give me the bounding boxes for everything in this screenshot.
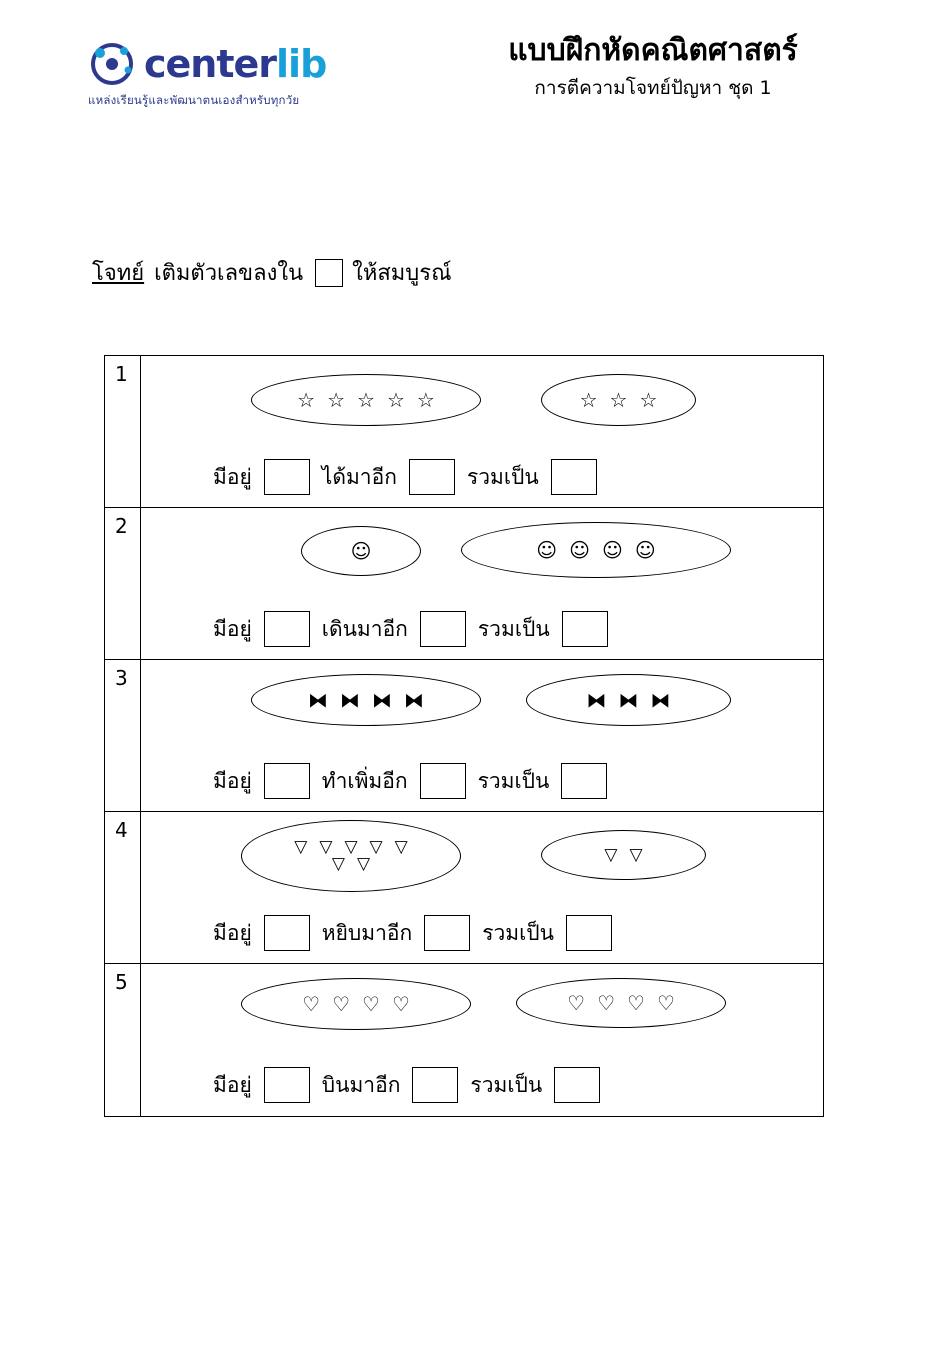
heart-icon: ♡ [597,991,615,1015]
bowtie-icon: ⧓ [308,688,328,712]
cup-icon: ▽ [331,854,345,874]
group-oval-left [241,820,461,892]
answer-box-1[interactable] [264,459,310,495]
heart-icon: ♡ [567,991,586,1015]
group-icons-right [517,993,725,1013]
smiley-face-icon: ☺ [350,539,372,563]
group-oval-left [251,674,481,726]
star-icon: ☆ [386,388,405,412]
heart-icon: ♡ [302,992,321,1016]
row-number: 1 [105,356,141,507]
table-row [105,964,823,1116]
row-number: 3 [105,660,141,811]
instruction-box-icon [315,259,343,287]
table-row [105,508,823,660]
answer-label-2: เดินมาอีก [321,616,408,641]
answer-label-3: รวมเป็น [482,920,554,945]
bowtie-icon: ⧓ [372,688,392,712]
answer-label-3: รวมเป็น [477,768,550,793]
group-oval-right [461,522,731,578]
answer-box-3[interactable] [551,459,597,495]
group-icons-right [527,690,730,710]
answer-label-1: มีอยู่ [213,768,252,793]
group-oval-left [301,526,421,576]
answer-box-3[interactable] [562,611,608,647]
answer-box-1[interactable] [264,1067,310,1103]
row-figures [141,508,823,604]
group-oval-right [541,374,696,426]
star-icon: ☆ [327,388,346,412]
smiley-face-icon: ☺ [536,538,558,562]
centerlib-logo [88,40,368,110]
group-icons-left [252,690,480,710]
star-icon: ☆ [297,388,316,412]
bowtie-icon: ⧓ [650,688,671,712]
row-answer-line [141,604,823,654]
instruction-text-before: เติมตัวเลขลงใน [154,261,304,286]
group-icons-left [252,390,480,410]
cup-icon: ▽ [357,854,371,874]
bowtie-icon: ⧓ [586,688,607,712]
answer-label-2: หยิบมาอีก [321,920,413,945]
instruction-label: โจทย์ [92,261,145,286]
answer-label-3: รวมเป็น [466,464,539,489]
smiley-face-icon: ☺ [634,538,656,562]
page-header [0,34,951,144]
answer-box-2[interactable] [412,1067,458,1103]
title-block [443,34,863,103]
table-row [105,356,823,508]
star-icon: ☆ [416,388,435,412]
heart-icon: ♡ [332,992,350,1016]
row-number: 4 [105,812,141,963]
cup-icon: ▽ [604,844,618,865]
row-number: 2 [105,508,141,659]
answer-box-2[interactable] [409,459,455,495]
group-icons-left [302,541,420,561]
group-oval-right [526,674,731,726]
answer-box-2[interactable] [420,763,466,799]
row-answer-line [141,1060,823,1110]
logo-tagline: แหล่งเรียนรู้และพัฒนาตนเองสำหรับทุกวัย [88,93,300,107]
cup-icon: ▽ [629,844,643,865]
page-title: แบบฝึกหัดคณิตศาสตร์ [508,33,798,68]
bowtie-icon: ⧓ [340,688,360,712]
smiley-face-icon: ☺ [569,538,590,562]
row-answer-line [141,756,823,806]
row-figures [141,964,823,1060]
answer-box-3[interactable] [554,1067,600,1103]
answer-label-2: ทำเพิ่มอีก [321,768,408,793]
star-icon: ☆ [579,388,598,412]
instruction-text-after: ให้สมบูรณ์ [352,261,452,286]
answer-label-3: รวมเป็น [470,1072,543,1097]
answer-box-2[interactable] [420,611,466,647]
group-icons-right [462,540,730,560]
row-figures [141,660,823,756]
table-row [105,812,823,964]
bowtie-icon: ⧓ [404,688,424,712]
answer-box-1[interactable] [264,611,310,647]
answer-label-2: ได้มาอีก [321,464,397,489]
instruction-line [92,255,451,290]
answer-label-2: บินมาอีก [321,1072,401,1097]
heart-icon: ♡ [362,992,380,1016]
row-answer-line [141,908,823,958]
worksheet-table [104,355,824,1117]
logo-wordmark [144,42,327,86]
row-figures [141,812,823,908]
group-icons-left [276,839,426,873]
cup-icon: ▽ [394,837,408,857]
answer-label-1: มีอยู่ [213,464,252,489]
row-answer-line [141,452,823,502]
group-oval-right [516,978,726,1028]
star-icon: ☆ [609,388,628,412]
row-figures [141,356,823,452]
bowtie-icon: ⧓ [618,688,639,712]
cup-icon: ▽ [294,837,308,857]
group-icons-left [242,994,470,1014]
cup-icon: ▽ [344,837,358,857]
heart-icon: ♡ [391,992,410,1016]
group-oval-left [241,978,471,1030]
answer-box-2[interactable] [424,915,470,951]
answer-label-1: มีอยู่ [213,920,252,945]
page-subtitle: การตีความโจทย์ปัญหา ชุด 1 [534,76,772,99]
answer-box-1[interactable] [264,915,310,951]
logo-word-lib: lib [276,42,327,86]
group-icons-right [542,844,705,865]
heart-icon: ♡ [627,991,645,1015]
heart-icon: ♡ [656,991,675,1015]
cup-icon: ▽ [369,837,383,857]
smiley-face-icon: ☺ [602,538,623,562]
star-icon: ☆ [357,388,375,412]
group-oval-left [251,374,481,426]
answer-label-1: มีอยู่ [213,616,252,641]
star-icon: ☆ [639,388,658,412]
answer-label-3: รวมเป็น [477,616,550,641]
logo-mark-icon [88,40,136,88]
cup-icon: ▽ [319,837,333,857]
logo-word-center: center [144,42,277,86]
answer-box-1[interactable] [264,763,310,799]
answer-box-3[interactable] [561,763,607,799]
answer-box-3[interactable] [566,915,612,951]
group-icons-right [542,390,695,410]
group-oval-right [541,830,706,880]
answer-label-1: มีอยู่ [213,1072,252,1097]
row-number: 5 [105,964,141,1116]
table-row [105,660,823,812]
